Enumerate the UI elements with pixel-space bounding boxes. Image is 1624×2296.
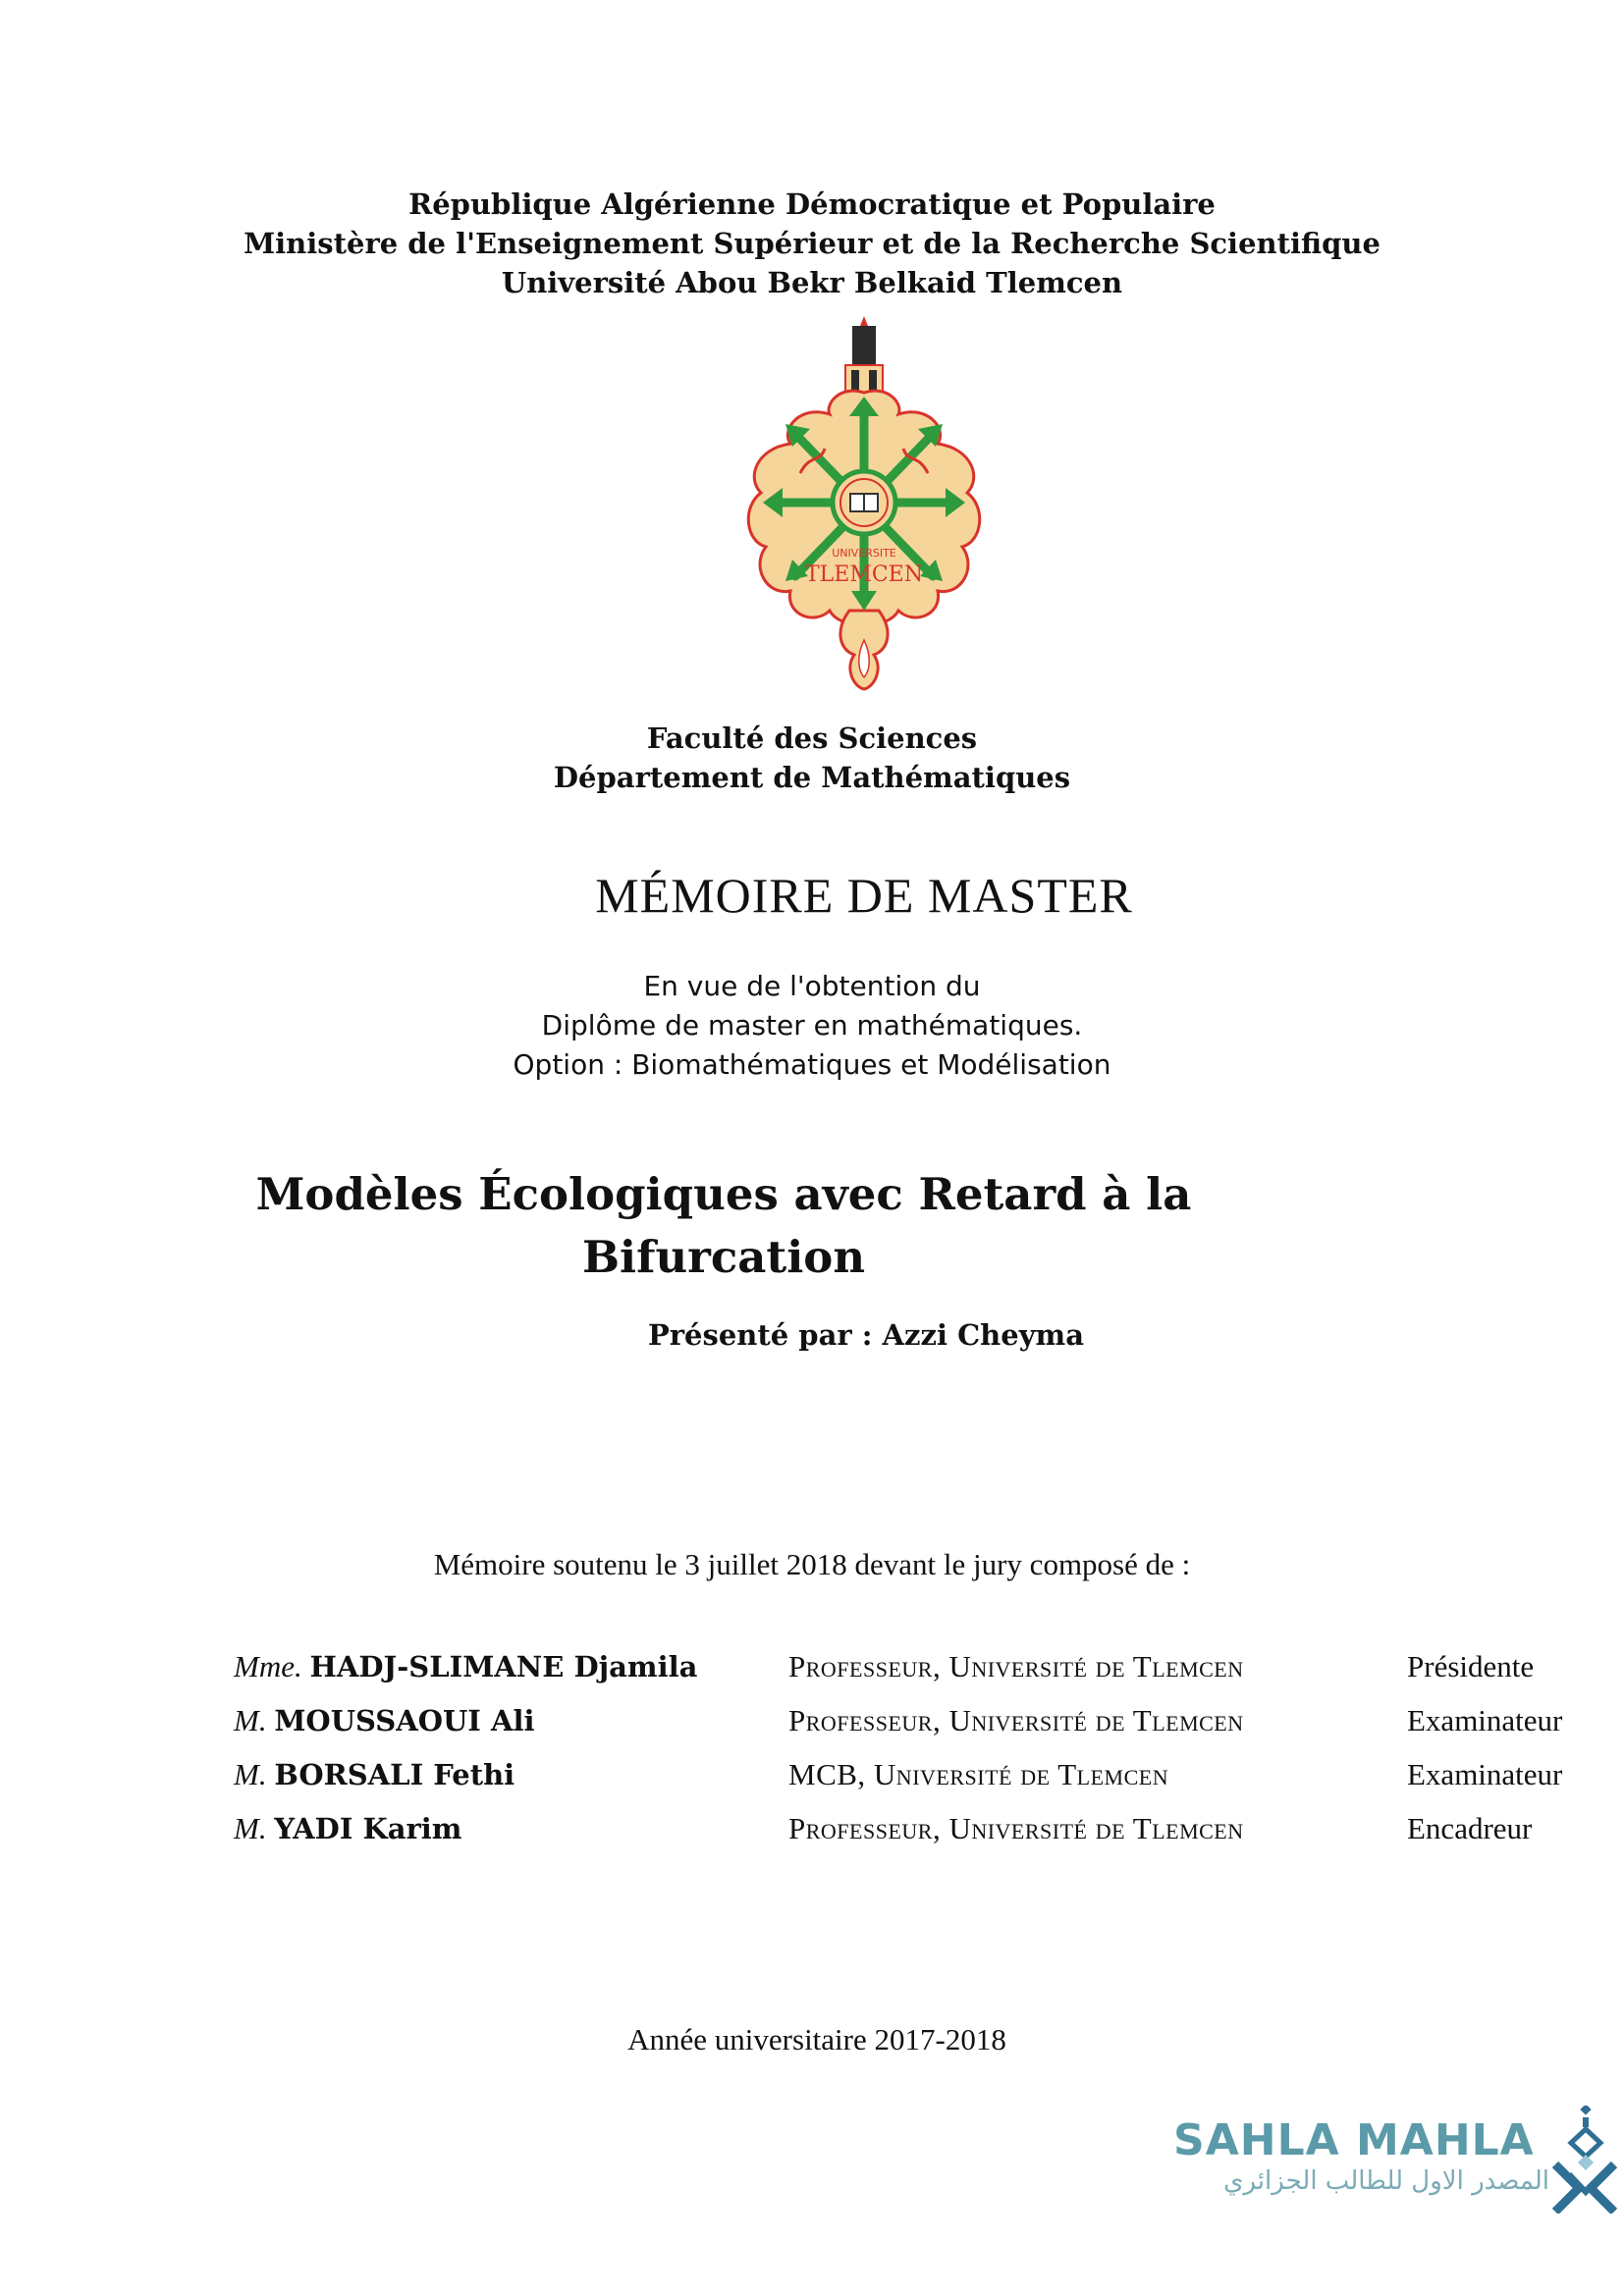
jury-prefix: M. xyxy=(234,1811,267,1845)
academic-year: Année universitaire 2017-2018 xyxy=(627,2022,1006,2056)
purpose-line-1: En vue de l'obtention du xyxy=(643,970,981,1002)
jury-row xyxy=(0,1811,1624,1866)
jury-member xyxy=(234,1811,461,1846)
jury-role: Encadreur xyxy=(1407,1811,1533,1845)
jury-row xyxy=(0,1703,1624,1758)
brand-name: SAHLA MAHLA xyxy=(1173,2115,1535,2165)
jury-name: MOUSSAOUI Ali xyxy=(274,1704,535,1737)
defense-statement: Mémoire soutenu le 3 juillet 2018 devant le jury composé de : xyxy=(433,1547,1191,1581)
sahla-mahla-watermark xyxy=(1168,2106,1624,2214)
jury-name: YADI Karim xyxy=(274,1812,462,1845)
department-line: Département de Mathématiques xyxy=(553,761,1071,794)
university-line: Université Abou Bekr Belkaid Tlemcen xyxy=(501,266,1123,299)
jury-prefix: Mme. xyxy=(234,1649,302,1683)
jury-row xyxy=(0,1649,1624,1704)
republic-line: République Algérienne Démocratique et Populaire xyxy=(408,187,1216,221)
thesis-title-line-2: Bifurcation xyxy=(581,1231,866,1283)
svg-text:TLEMCEN: TLEMCEN xyxy=(804,562,924,587)
jury-member xyxy=(234,1649,697,1684)
emblem-icon xyxy=(741,316,987,691)
svg-text:UNIVERSITE: UNIVERSITE xyxy=(832,547,896,560)
jury-role: Présidente xyxy=(1407,1649,1535,1683)
jury-member xyxy=(234,1703,534,1738)
faculty-line: Faculté des Sciences xyxy=(646,721,978,755)
document-type: MÉMOIRE DE MASTER xyxy=(595,868,1133,923)
presenter: Présenté par : Azzi Cheyma xyxy=(647,1318,1085,1352)
faculty-block xyxy=(0,719,1624,797)
purpose-line-2: Diplôme de master en mathématiques. xyxy=(541,1009,1083,1041)
header-block xyxy=(0,185,1624,302)
ministry-line: Ministère de l'Enseignement Supérieur et de la Recherche Scientifique xyxy=(244,227,1380,260)
jury-prefix: M. xyxy=(234,1757,267,1791)
jury-row xyxy=(0,1757,1624,1812)
brand-tagline: المصدر الاول للطالب الجزائري xyxy=(1223,2166,1549,2196)
jury-role: Examinateur xyxy=(1407,1757,1563,1791)
jury-affiliation: Professeur, Université de Tlemcen xyxy=(788,1649,1244,1683)
sahla-mahla-logo-icon xyxy=(1549,2106,1620,2214)
jury-affiliation: MCB, Université de Tlemcen xyxy=(788,1757,1169,1791)
jury-role: Examinateur xyxy=(1407,1703,1563,1737)
university-emblem xyxy=(741,316,987,691)
option-line: Option : Biomathématiques et Modélisation xyxy=(513,1048,1111,1081)
jury-name: BORSALI Fethi xyxy=(274,1758,515,1791)
thesis-title xyxy=(0,1163,1447,1289)
jury-name: HADJ-SLIMANE Djamila xyxy=(309,1650,698,1683)
jury-affiliation: Professeur, Université de Tlemcen xyxy=(788,1811,1244,1845)
jury-member xyxy=(234,1757,514,1792)
purpose-block xyxy=(0,967,1624,1085)
jury-prefix: M. xyxy=(234,1703,267,1737)
thesis-title-line-1: Modèles Écologiques avec Retard à la xyxy=(255,1168,1192,1220)
jury-affiliation: Professeur, Université de Tlemcen xyxy=(788,1703,1244,1737)
